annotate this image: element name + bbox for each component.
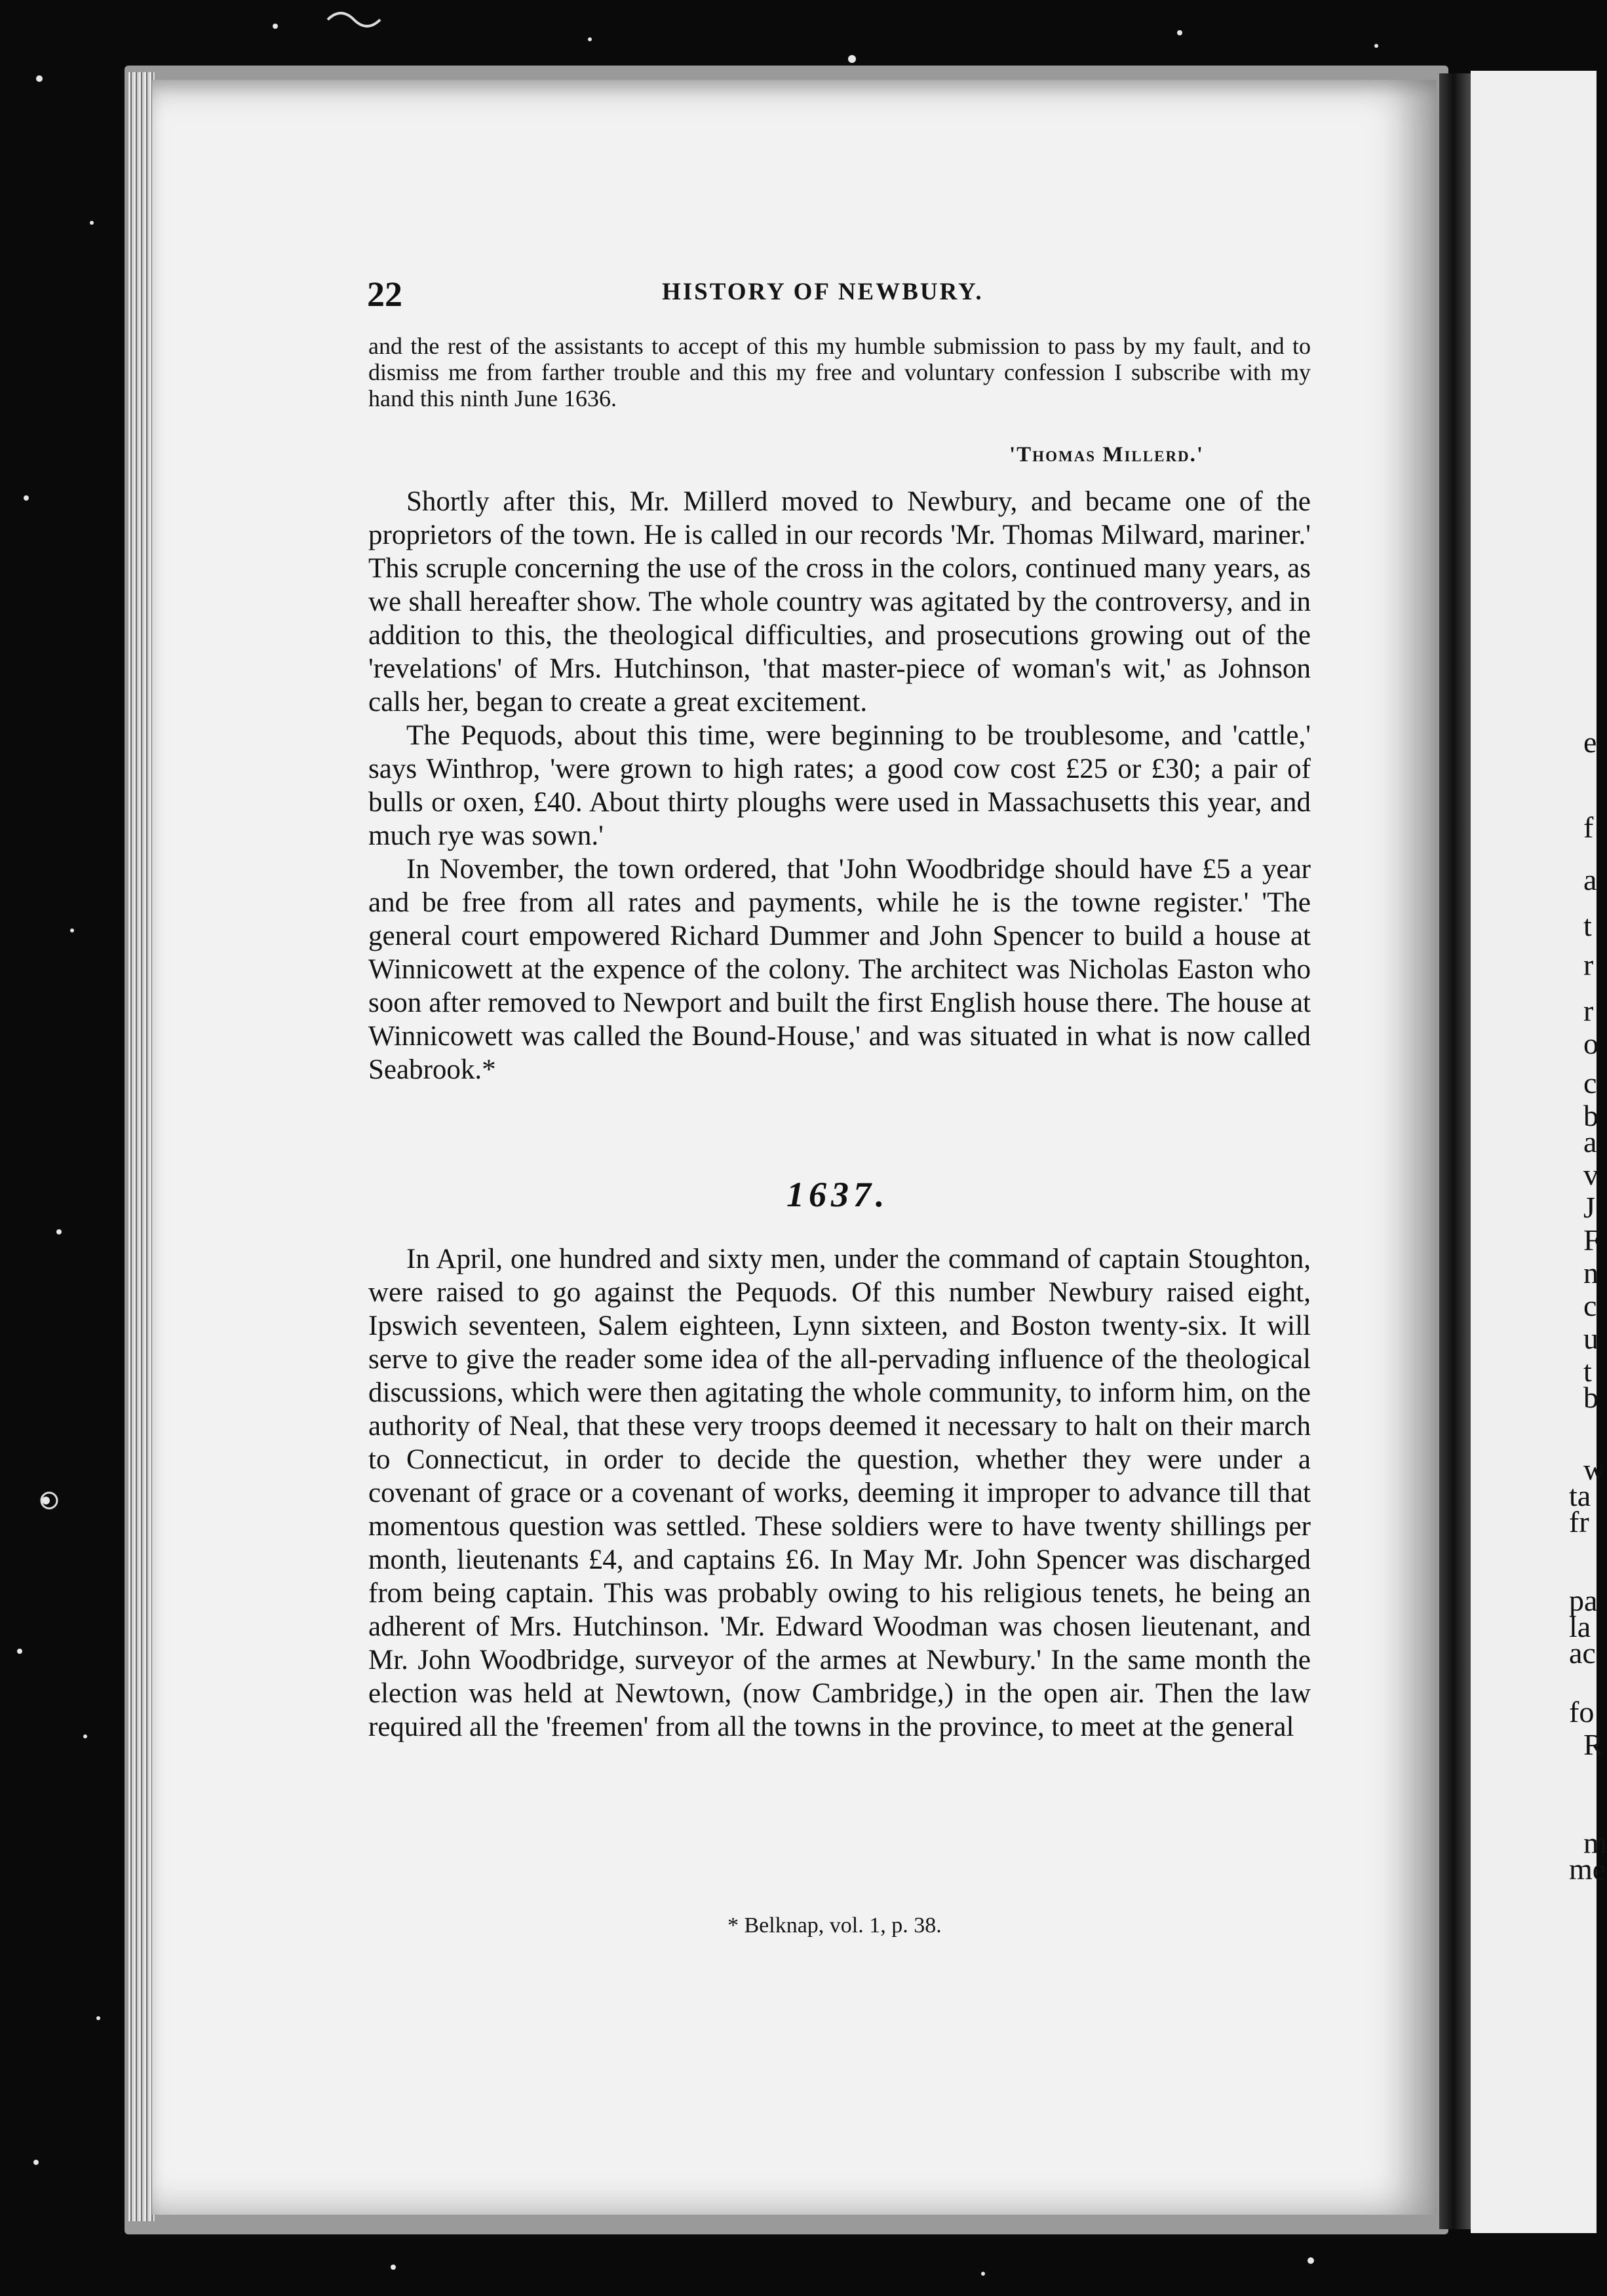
body-text-1637 [368,1242,1311,1744]
edge-letter: la [1569,1610,1591,1643]
body-text [368,463,1311,1086]
edge-letter: pa [1569,1584,1598,1617]
footnote: * Belknap, vol. 1, p. 38. [727,1913,942,1938]
edge-letter: F [1583,1223,1600,1257]
edge-letter: J [1583,1191,1595,1224]
edge-letter: a [1583,1125,1597,1158]
edge-letter: r [1583,948,1594,982]
signature: 'Thomas Millerd.' [1009,443,1205,467]
year-heading: 1637. [786,1175,889,1214]
book-gutter [1439,73,1471,2229]
edge-letter: R [1583,1728,1604,1761]
edge-letter: u [1583,1322,1598,1355]
edge-letter: ac [1569,1636,1596,1670]
edge-letter: m [1583,1826,1607,1860]
opening-text: and the rest of the assistants to accept of this my humble submission to pass by my fault, and to dismiss me from farther trouble and this my free and voluntary confession I subscribe with my hand this ninth June 1636. [368,333,1311,411]
edge-letter: t [1583,909,1592,942]
edge-letter: w [1583,1453,1606,1486]
paragraph: Shortly after this, Mr. Millerd moved to Newbury, and became one of the proprietors of the town. He is called in our records 'Mr. Thomas Milward, mariner.' This scruple concerning the use of the cross in the colors, continued many years, as we shall hereafter show. The whole country was agitated by the controversy, and in addition to this, the theological difficulties, and prosecutions growing out of the 'revelations' of Mrs. Hutchinson, 'that master-piece of woman's wit,' as Johnson calls her, began to create a great excitement. [368,486,1311,718]
edge-letter: r [1583,994,1594,1027]
running-title: HISTORY OF NEWBURY. [662,278,984,305]
paragraph: In November, the town ordered, that 'John Woodbridge should have £5 a year and be free from all rates and payments, while he is the towne register.' 'The general court empowered Richard Dummer and John Spencer to build a house at Winnicowett at the expence of the colony. The architect was Nicholas Easton who soon after removed to Newport and built the first English house there. The house at Winnicowett was called the Bound-House,' and was situated in what is now called Seabrook.* [368,854,1311,1085]
edge-letter: fo [1569,1695,1595,1729]
edge-letter: o [1583,1027,1598,1060]
edge-letter: e [1583,725,1597,759]
edge-letter: t [1583,1354,1592,1388]
edge-letter: f [1583,811,1594,844]
edge-letter: me [1569,1852,1606,1886]
edge-letter: b [1583,1099,1598,1132]
edge-letter: b [1583,1381,1598,1414]
edge-letter: v [1583,1158,1598,1191]
edge-letter: fr [1569,1505,1589,1539]
edge-letter: ta [1569,1479,1591,1512]
page-edges [128,72,155,2221]
edge-letter: a [1583,863,1597,896]
edge-letter: c [1583,1066,1597,1100]
paragraph: The Pequods, about this time, were beginning to be troublesome, and 'cattle,' says Winthrop, 'were grown to high rates; a good cow cost £25 or £30; a pair of bulls or oxen, £40. About thirty ploughs were used in Massachusetts this year, and much rye was sown.' [368,720,1311,851]
adjacent-page [1471,71,1597,2233]
paragraph: In April, one hundred and sixty men, under the command of captain Stoughton, were raised to go against the Pequods. Of this number Newbury raised eight, Ipswich seventeen, Salem eighteen, Lynn sixteen, and Boston twenty-six. It will serve to give the reader some idea of the all-pervading influence of the theological discussions, which were then agitating the whole community, to inform him, on the authority of Neal, that these very troops deemed it necessary to halt on their march to Connecticut, in order to decide the question, whether they were under a covenant of grace or a covenant of works, deeming it improper to advance till that momentous question was settled. These soldiers were to have twenty shillings per month, lieutenants £4, and captains £6. In May Mr. John Spencer was discharged from being captain. This was probably owing to his religious tenets, he being an adherent of Mrs. Hutchinson. 'Mr. Edward Woodman was chosen lieutenant, and Mr. John Woodbridge, surveyor of the armes at Newbury.' In the same month the election was held at Newtown, (now Cambridge,) in the open air. Then the law required all the 'freemen' from all the towns in the province, to meet at the general [368,1244,1311,1742]
page-number: 22 [367,275,402,314]
edge-letter: n [1583,1256,1598,1290]
edge-letter: c [1583,1289,1597,1322]
